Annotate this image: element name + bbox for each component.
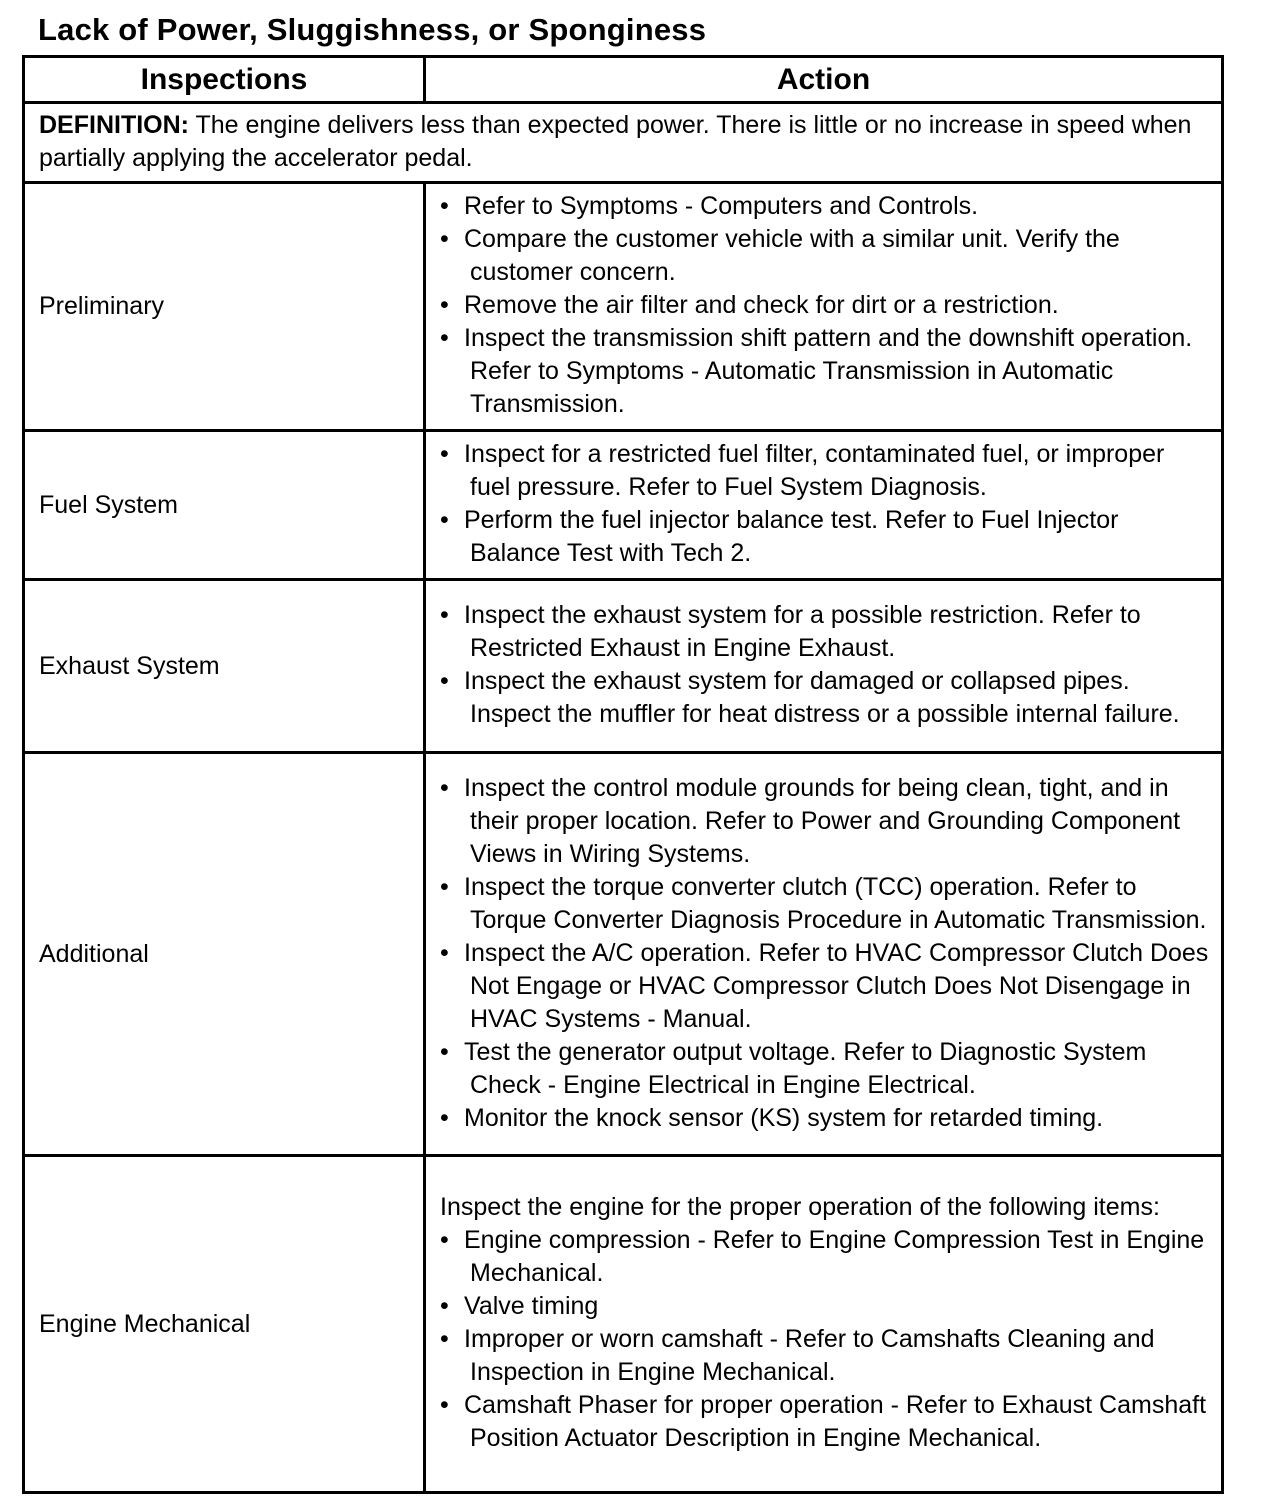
table-row [24,580,1223,753]
bullet-icon: • [440,1292,449,1320]
definition-text: The engine delivers less than expected power. There is little or no increase in speed when partially applying the accelerator pedal. [39,111,1192,172]
bullet-icon: • [440,1037,449,1066]
action-intro: Inspect the engine for the proper operation of the following items: [440,1193,1160,1221]
action-cell [425,183,1223,431]
action-item: • Inspect the exhaust system for damaged or collapsed pipes. Inspect the muffler for heat distress or a possible internal failure. [440,667,1180,728]
action-item: • Inspect the exhaust system for a possible restriction. Refer to Restricted Exhaust in Engine Exhaust. [440,601,1141,662]
table-row [24,1156,1223,1493]
action-list [440,190,1211,421]
action-item: • Test the generator output voltage. Refer to Diagnostic System Check - Engine Electrical in Engine Electrical. [440,1037,1147,1099]
inspection-engine-mechanical: Engine Mechanical [24,1156,425,1493]
bullet-icon: • [440,291,449,319]
bullet-icon: • [440,1226,449,1254]
definition-row [24,103,1223,183]
action-item: • Inspect the torque converter clutch (TCC) operation. Refer to Torque Converter Diagnosis Procedure in Automatic Transmission. [440,872,1207,934]
action-item: • Inspect the transmission shift pattern and the downshift operation. Refer to Symptoms - Automatic Transmission in Automatic Transmission. [440,324,1193,418]
action-item: • Camshaft Phaser for proper operation - Refer to Exhaust Camshaft Position Actuator Description in Engine Mechanical. [440,1391,1207,1452]
bullet-icon: • [440,938,449,967]
inspection-fuel-system: Fuel System [24,431,425,580]
action-list [440,599,1211,731]
bullet-icon: • [440,324,449,352]
bullet-icon: • [440,667,449,695]
bullet-icon: • [440,192,449,220]
action-item: • Refer to Symptoms - Computers and Controls. [440,190,1211,223]
action-item: • Remove the air filter and check for dirt or a restriction. [440,289,1211,322]
action-item: • Inspect the control module grounds for being clean, tight, and in their proper location. Refer to Power and Grounding Component Views in Wiring Systems. [440,773,1181,868]
bullet-icon: • [440,506,449,534]
header-row [24,57,1223,103]
bullet-icon: • [440,1103,449,1132]
action-cell [425,1156,1223,1493]
action-item: • Inspect the A/C operation. Refer to HVAC Compressor Clutch Does Not Engage or HVAC Compressor Clutch Does Not Disengage in HVAC Systems - Manual. [440,938,1209,1033]
definition-label: DEFINITION: [39,111,189,139]
bullet-icon: • [440,872,449,901]
header-inspections: Inspections [24,57,425,103]
action-item: • Valve timing [440,1290,1211,1323]
inspection-exhaust-system: Exhaust System [24,580,425,753]
action-list [440,1224,1211,1455]
action-item: • Monitor the knock sensor (KS) system for retarded timing. [440,1102,1211,1135]
action-cell [425,753,1223,1156]
action-item: • Inspect for a restricted fuel filter, contaminated fuel, or improper fuel pressure. Refer to Fuel System Diagnosis. [440,440,1165,501]
bullet-icon: • [440,1325,449,1353]
bullet-icon: • [440,440,449,468]
action-item: • Compare the customer vehicle with a similar unit. Verify the customer concern. [440,225,1120,286]
action-cell [425,431,1223,580]
action-item: • Perform the fuel injector balance test. Refer to Fuel Injector Balance Test with Tech 2. [440,506,1119,567]
bullet-icon: • [440,1391,449,1419]
action-cell [425,580,1223,753]
bullet-icon: • [440,225,449,253]
document-title: Lack of Power, Sluggishness, or Sponginess [38,12,707,47]
action-item: • Improper or worn camshaft - Refer to Camshafts Cleaning and Inspection in Engine Mechanical. [440,1325,1155,1386]
header-action: Action [425,57,1223,103]
table-row [24,183,1223,431]
inspection-preliminary: Preliminary [24,183,425,431]
bullet-icon: • [440,601,449,629]
action-list [440,438,1211,570]
action-list [440,772,1211,1135]
inspection-additional: Additional [24,753,425,1156]
diagnosis-table [22,55,1224,1494]
bullet-icon: • [440,773,449,802]
action-item: • Engine compression - Refer to Engine Compression Test in Engine Mechanical. [440,1226,1205,1287]
table-row [24,753,1223,1156]
table-row [24,431,1223,580]
definition-cell [24,103,1223,183]
